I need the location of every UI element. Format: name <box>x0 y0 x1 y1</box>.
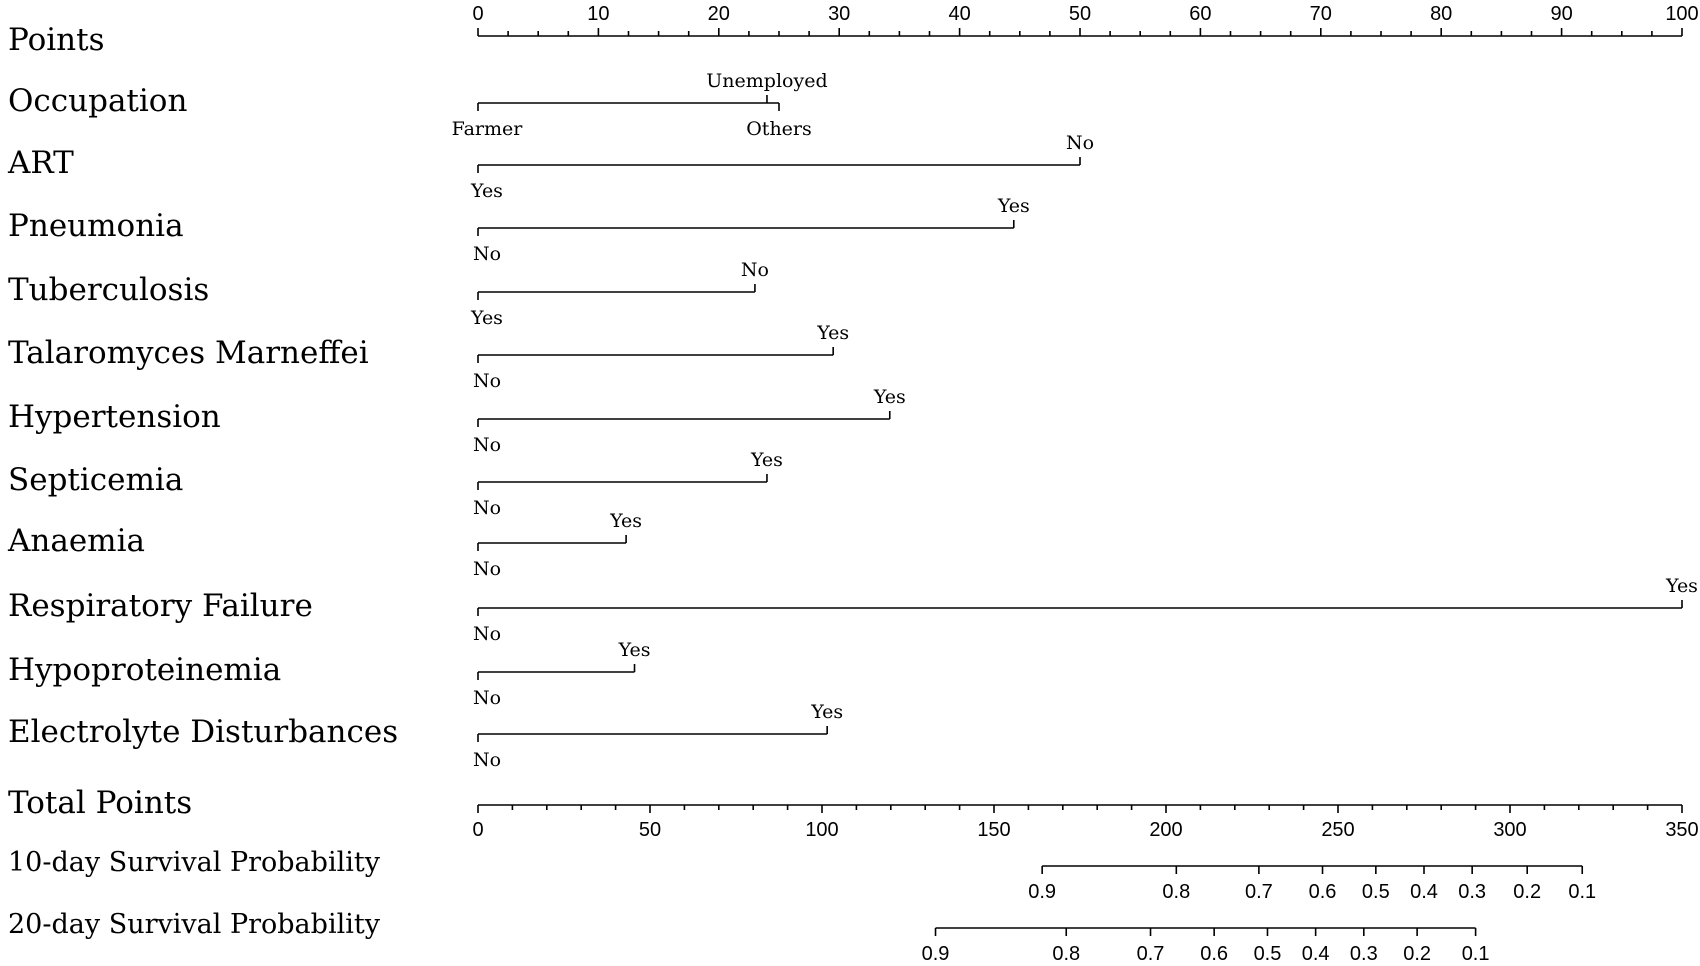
20-day-survival-probability-tick-label: 0.8 <box>1052 943 1081 965</box>
talaromyces-marneffei-level-label-yes: Yes <box>817 322 850 344</box>
row-label-electrolyte-disturbances: Electrolyte Disturbances <box>8 714 399 750</box>
20-day-survival-probability-tick-label: 0.3 <box>1349 943 1378 965</box>
row-label-pneumonia: Pneumonia <box>8 208 184 244</box>
points-axis-tick-label: 30 <box>828 3 851 25</box>
total-points-tick-label: 250 <box>1321 819 1355 841</box>
20-day-survival-probability-tick-label: 0.9 <box>921 943 950 965</box>
row-label-talaromyces-marneffei: Talaromyces Marneffei <box>8 335 369 371</box>
20-day-survival-probability-tick-label: 0.1 <box>1461 943 1490 965</box>
respiratory-failure-level-label-no: No <box>472 623 502 645</box>
art-level-label-yes: Yes <box>471 180 503 202</box>
total-points-tick-label: 50 <box>638 819 662 841</box>
total-points-tick-label: 150 <box>977 819 1011 841</box>
total-points-tick-label: 300 <box>1493 819 1527 841</box>
row-label-hypertension: Hypertension <box>8 399 221 435</box>
total-points-tick-label: 100 <box>805 819 839 841</box>
row-label-total-points: Total Points <box>8 785 193 821</box>
anaemia-level-label-yes: Yes <box>610 510 643 532</box>
hypertension-level-label-yes: Yes <box>873 386 906 408</box>
total-points-tick-label: 350 <box>1665 819 1699 841</box>
electrolyte-disturbances-level-label-yes: Yes <box>811 701 844 723</box>
row-label-points: Points <box>8 22 105 58</box>
talaromyces-marneffei-level-label-no: No <box>472 370 502 392</box>
10-day-survival-probability-tick-label: 0.9 <box>1028 881 1057 903</box>
electrolyte-disturbances-level-label-no: No <box>472 749 502 771</box>
10-day-survival-probability-tick-label: 0.2 <box>1513 881 1542 903</box>
row-label-occupation: Occupation <box>8 83 188 119</box>
row-label-anaemia: Anaemia <box>8 523 145 559</box>
pneumonia-level-label-yes: Yes <box>997 195 1030 217</box>
points-axis-tick-label: 90 <box>1550 3 1573 25</box>
10-day-survival-probability-tick-label: 0.7 <box>1244 881 1273 903</box>
row-label-tuberculosis: Tuberculosis <box>8 272 210 308</box>
respiratory-failure-level-label-yes: Yes <box>1666 575 1698 597</box>
hypoproteinemia-level-label-yes: Yes <box>618 639 651 661</box>
10-day-survival-probability-tick-label: 0.6 <box>1308 881 1337 903</box>
septicemia-level-label-no: No <box>472 497 502 519</box>
points-axis-tick-label: 80 <box>1430 3 1453 25</box>
art-level-label-no: No <box>1065 132 1095 154</box>
occupation-level-label-unemployed: Unemployed <box>706 70 828 92</box>
septicemia-level-label-yes: Yes <box>751 449 783 471</box>
occupation-level-label-others: Others <box>746 118 812 140</box>
10-day-survival-probability-tick-label: 0.3 <box>1458 881 1487 903</box>
20-day-survival-probability-tick-label: 0.5 <box>1253 943 1282 965</box>
pneumonia-level-label-no: No <box>472 243 502 265</box>
20-day-survival-probability-tick-label: 0.7 <box>1136 943 1165 965</box>
total-points-tick-label: 0 <box>472 819 484 841</box>
row-label-hypoproteinemia: Hypoproteinemia <box>8 652 282 688</box>
points-axis-tick-label: 20 <box>707 3 730 25</box>
points-axis-tick-label: 0 <box>472 3 484 25</box>
row-label-septicemia: Septicemia <box>8 462 184 498</box>
points-axis-tick-label: 60 <box>1189 3 1212 25</box>
20-day-survival-probability-tick-label: 0.6 <box>1200 943 1229 965</box>
points-axis-tick-label: 100 <box>1665 3 1699 25</box>
row-label-20-day-survival-probability: 20-day Survival Probability <box>8 909 380 940</box>
10-day-survival-probability-tick-label: 0.4 <box>1410 881 1438 903</box>
row-label-art: ART <box>8 145 74 181</box>
20-day-survival-probability-tick-label: 0.4 <box>1301 943 1330 965</box>
10-day-survival-probability-tick-label: 0.8 <box>1162 881 1191 903</box>
points-axis-tick-label: 50 <box>1068 3 1092 25</box>
points-axis-tick-label: 10 <box>587 3 610 25</box>
hypoproteinemia-level-label-no: No <box>472 687 502 709</box>
points-axis-tick-label: 70 <box>1309 3 1332 25</box>
tuberculosis-level-label-yes: Yes <box>471 307 503 329</box>
occupation-level-label-farmer: Farmer <box>451 118 523 140</box>
row-label-respiratory-failure: Respiratory Failure <box>8 588 313 624</box>
tuberculosis-level-label-no: No <box>740 259 769 281</box>
20-day-survival-probability-tick-label: 0.2 <box>1403 943 1432 965</box>
total-points-tick-label: 200 <box>1149 819 1183 841</box>
points-axis-tick-label: 40 <box>948 3 971 25</box>
hypertension-level-label-no: No <box>472 434 502 456</box>
row-label-10-day-survival-probability: 10-day Survival Probability <box>8 847 380 878</box>
anaemia-level-label-no: No <box>472 558 502 580</box>
10-day-survival-probability-tick-label: 0.1 <box>1568 881 1597 903</box>
10-day-survival-probability-tick-label: 0.5 <box>1361 881 1390 903</box>
